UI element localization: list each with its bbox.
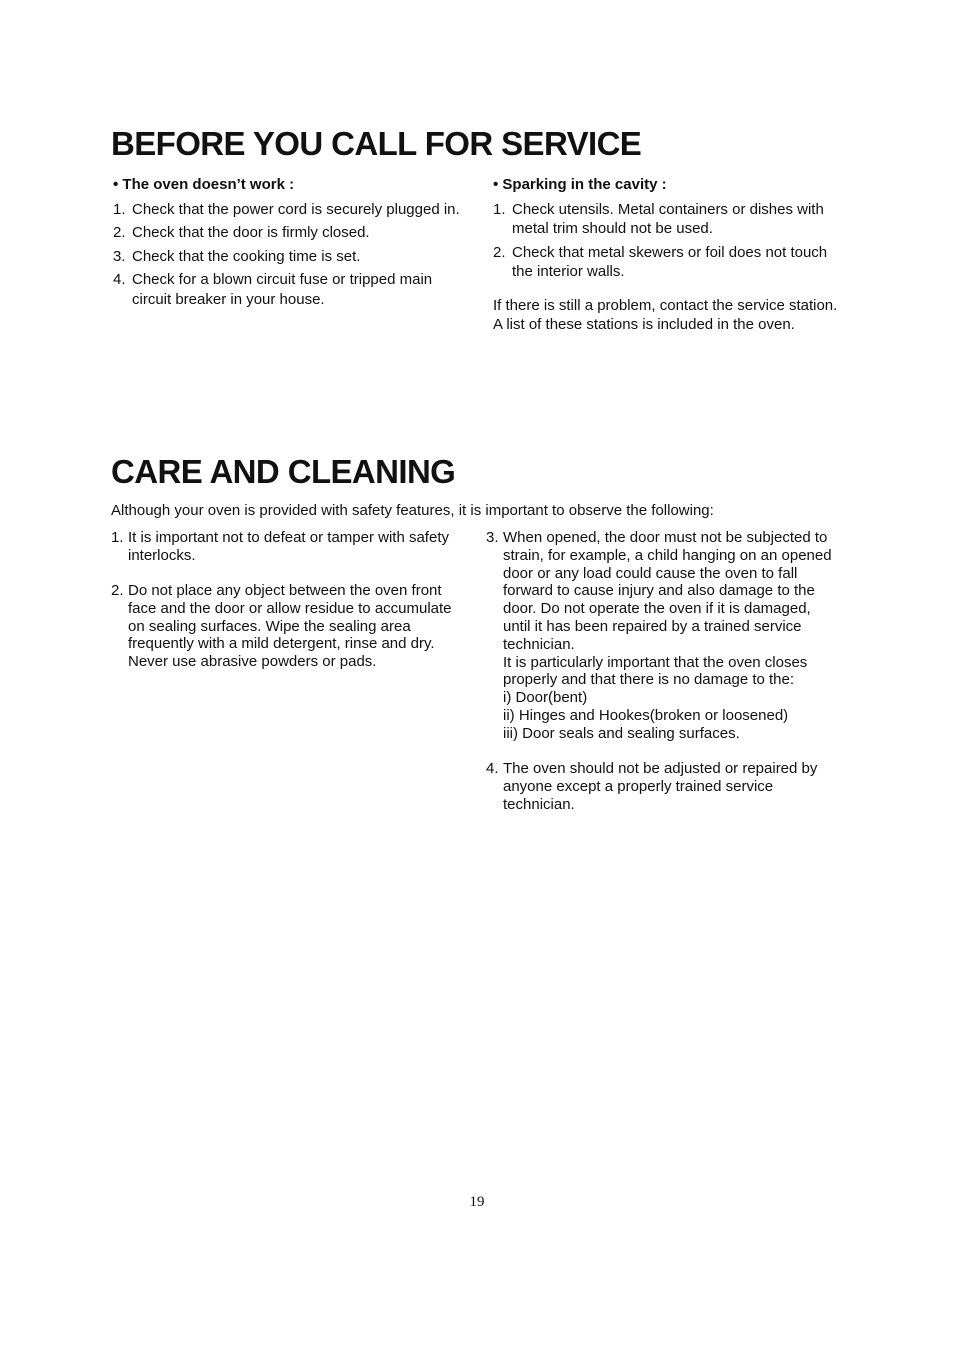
service-right-column <box>493 175 843 335</box>
care-right-column <box>486 529 838 831</box>
list-item: 1. Check that the power cord is securely plugged in. <box>113 200 460 218</box>
damage-item: i) Door(bent) <box>503 689 588 707</box>
list-item: 2. Check that the door is firmly closed. <box>113 224 370 241</box>
service-title: BEFORE YOU CALL FOR SERVICE <box>111 125 642 162</box>
damage-item: iii) Door seals and sealing surfaces. <box>503 724 740 742</box>
service-left-list <box>113 200 463 310</box>
list-item: 2. Check that metal skewers or foil does not touch the interior walls. <box>493 243 828 280</box>
care-intro: Although your oven is provided with safety features, it is important to observe the following: <box>111 502 714 519</box>
service-left-column <box>113 175 463 313</box>
service-note: If there is still a problem, contact the service station. <box>493 296 838 314</box>
damage-item: ii) Hinges and Hookes(broken or loosened) <box>503 706 789 724</box>
list-item: 2. Do not place any object between the oven front face and the door or allow residue to accumulate on sealing surfaces. Wipe the sealing area frequently with a mild detergent, rinse and dry. Never use abrasive powders or pads. <box>111 582 452 671</box>
care-title: CARE AND CLEANING <box>111 453 456 490</box>
list-item: 4. The oven should not be adjusted or repaired by anyone except a properly trained service technician. <box>486 760 818 813</box>
page-number: 19 <box>469 1194 485 1210</box>
care-right-list <box>486 529 838 813</box>
list-item: 3. When opened, the door must not be subjected to strain, for example, a child hanging on an opened door or any load could cause the oven to fall forward to cause injury and also damage to the door. Do not operate the oven if it is damaged, until it has been repaired by a trained service technician. It is particularly important that the oven closes properly and that there is no damage to the: i) Door(bent) ii) Hinges and Hookes(broken or loosened) iii) Door seals and sealing surfaces. <box>486 529 838 743</box>
service-right-list <box>493 200 843 282</box>
service-note-stations: A list of these stations is included in the oven. <box>493 316 795 333</box>
list-item: 1. Check utensils. Metal containers or dishes with metal trim should not be used. <box>493 200 824 237</box>
list-item: 4. Check for a blown circuit fuse or tripped main circuit breaker in your house. <box>113 271 433 308</box>
service-left-heading: • The oven doesn’t work : <box>113 176 295 193</box>
list-item: 3. Check that the cooking time is set. <box>113 247 361 265</box>
care-left-column <box>111 529 467 689</box>
list-item: 1. It is important not to defeat or tamper with safety interlocks. <box>111 529 449 564</box>
service-right-heading: • Sparking in the cavity : <box>493 176 667 193</box>
care-left-list <box>111 529 467 671</box>
